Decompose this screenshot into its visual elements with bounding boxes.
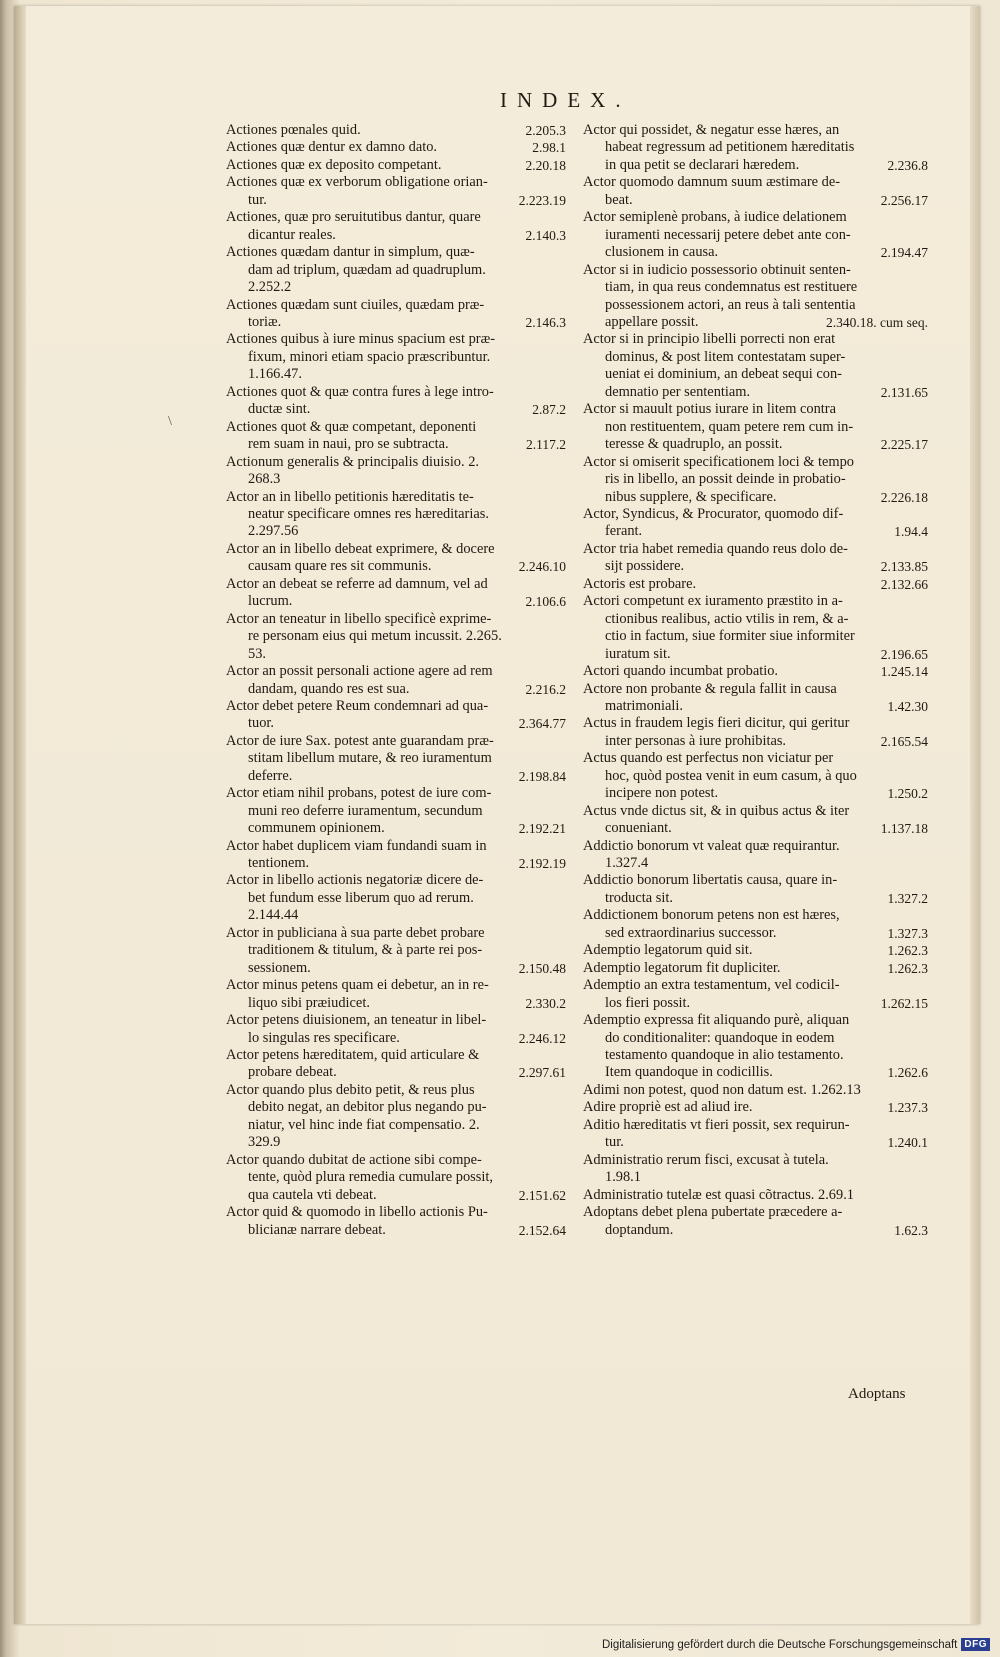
index-entry-reference: 1.262.3	[887, 960, 928, 976]
index-entry-line: Actor si mauult potius iurare in litem contra	[583, 401, 836, 418]
index-entry-text: beat.	[605, 191, 633, 208]
index-entry	[226, 1204, 566, 1239]
index-entry-line: Actionum generalis & principalis diuisio. 2.	[226, 453, 479, 470]
dfg-logo: DFG	[961, 1638, 990, 1651]
index-entry-line: Adoptans debet plena pubertate præcedere a-	[583, 1204, 843, 1221]
index-entry-text: Ademptio legatorum fit dupliciter.	[583, 959, 781, 976]
index-entry	[226, 454, 566, 489]
index-entry	[226, 576, 566, 611]
index-entry-line: debito negat, an debitor plus negando pu-	[248, 1099, 487, 1116]
index-entry-text: Actori quando incumbat probatio.	[583, 663, 779, 680]
index-entry-reference: 2.196.65	[880, 646, 928, 662]
index-entry-line: Actori competunt ex iuramento præstito in a-	[583, 593, 843, 610]
index-entry	[583, 576, 928, 593]
index-entry-line	[226, 820, 566, 837]
index-entry-text: nibus supplere, & specificare.	[605, 488, 777, 505]
index-entry-line	[583, 523, 928, 540]
index-entry-line	[226, 1030, 566, 1047]
index-entry-line: ctio in factum, siue formiter siue informiter	[605, 628, 855, 645]
index-entry-line	[226, 681, 566, 698]
index-entry-line: Administratio rerum fisci, excusat à tutela.	[583, 1151, 829, 1168]
index-entry-line: Actor petens hæreditatem, quid articulare &	[226, 1047, 480, 1064]
index-entry-text: appellare possit.	[605, 313, 699, 330]
index-entry	[226, 157, 566, 174]
index-entry-line	[226, 558, 566, 575]
index-entry-text: Ademptio legatorum quid sit.	[583, 942, 753, 959]
index-entry-line: Actor si in iudicio possessorio obtinuit senten-	[583, 261, 851, 278]
index-entry-text: iuratum sit.	[605, 645, 671, 662]
index-entry	[583, 1099, 928, 1116]
index-entry-line	[583, 489, 928, 506]
index-entry-line: Actiones quædam dantur in simplum, quæ-	[226, 244, 475, 261]
index-entry-line	[583, 576, 928, 593]
margin-mark: \	[168, 414, 172, 429]
index-entry-text: Actiones quæ ex deposito competant.	[226, 156, 442, 173]
index-entry	[226, 297, 566, 332]
index-entry-reference: 1.250.2	[887, 786, 928, 802]
index-entry	[226, 838, 566, 873]
index-entry-line: stitam libellum mutare, & reo iuramentum	[248, 750, 492, 767]
index-entry-reference: 1.327.2	[887, 890, 928, 906]
index-entry-reference: 2.87.2	[532, 402, 566, 418]
catchword: Adoptans	[848, 1386, 906, 1402]
index-entry-line	[583, 192, 928, 209]
index-entry-line: Actor an teneatur in libello specificè exprime-	[226, 610, 492, 627]
index-entry-line	[583, 960, 928, 977]
index-entry-line: 1.327.4	[605, 855, 649, 872]
index-entry-line	[226, 401, 566, 418]
running-head: INDEX.	[500, 88, 631, 112]
index-entry-line: hoc, quòd postea venit in eum casum, à quo	[605, 767, 857, 784]
index-entry	[226, 925, 566, 977]
index-entry	[226, 174, 566, 209]
index-entry-line: Actor minus petens quam ei debetur, an in re-	[226, 977, 489, 994]
index-entry-line: dominus, & post litem contestatam super-	[605, 348, 846, 365]
index-entry-line: Actor quid & quomodo in libello actionis Pu-	[226, 1204, 488, 1221]
index-column-left	[226, 122, 566, 1239]
index-entry-reference: 1.137.18	[880, 821, 928, 837]
index-entry-reference: 2.236.8	[887, 157, 928, 173]
index-entry-reference: 2.330.2	[525, 995, 566, 1011]
index-entry-text: sed extraordinarius successor.	[605, 924, 777, 941]
index-entry-line: neatur specificare omnes res hæreditarias.	[248, 505, 489, 522]
index-entry-text: causam quare res sit communis.	[248, 558, 432, 575]
index-entry	[583, 1082, 928, 1099]
index-entry	[583, 977, 928, 1012]
index-entry-line: Actor quomodo damnum suum æstimare de-	[583, 174, 840, 191]
index-entry	[226, 122, 566, 139]
index-entry-line	[226, 192, 566, 209]
index-entry	[583, 803, 928, 838]
index-entry-line	[226, 436, 566, 453]
index-entry-text: Actiones pœnales quid.	[226, 122, 361, 138]
index-entry	[226, 872, 566, 924]
index-entry-reference: 2.340.18. cum seq.	[826, 314, 928, 330]
index-entry-reference: 1.42.30	[887, 698, 928, 714]
index-entry-reference: 1.240.1	[887, 1135, 928, 1151]
index-entry-line: Actor qui possidet, & negatur esse hæres, an	[583, 122, 840, 138]
index-entry-line	[583, 995, 928, 1012]
index-entry-text: toriæ.	[248, 313, 282, 330]
index-entry-text: conueniant.	[605, 820, 672, 837]
index-entry-line	[583, 436, 928, 453]
index-entry-line: tiam, in qua reus condemnatus est restituere	[605, 279, 858, 296]
index-entry-reference: 2.132.66	[880, 576, 928, 592]
index-entry-line: Actus vnde dictus sit, & in quibus actus & iter	[583, 802, 850, 819]
index-entry-line: fixum, minori etiam spacio præscribuntur.	[248, 348, 491, 365]
index-entry-reference: 2.150.48	[518, 960, 566, 976]
index-entry-text: in qua petit se declarari hæredem.	[605, 156, 800, 173]
index-entry-line: Actor semiplenè probans, à iudice delationem	[583, 209, 847, 226]
index-entry-line	[583, 314, 928, 331]
index-entry	[583, 872, 928, 907]
index-entry-reference: 1.245.14	[880, 664, 928, 680]
index-entry	[226, 209, 566, 244]
index-entry-line	[583, 820, 928, 837]
index-entry-line: Actor quando dubitat de actione sibi compe-	[226, 1151, 482, 1168]
index-entry-text: ferant.	[605, 523, 643, 540]
index-entry-line	[226, 139, 566, 156]
index-entry-line: 53.	[248, 645, 266, 662]
index-entry-reference: 2.246.10	[518, 559, 566, 575]
index-entry-reference: 2.133.85	[880, 559, 928, 575]
index-entry-line	[583, 890, 928, 907]
index-entry	[583, 1204, 928, 1239]
index-entry	[226, 139, 566, 156]
index-entry-line: niatur, vel hinc inde fiat compensatio. 2.	[248, 1116, 480, 1133]
index-entry-line	[583, 698, 928, 715]
index-entry-text: dicantur reales.	[248, 226, 336, 243]
index-entry-line	[226, 593, 566, 610]
digitization-footer	[602, 1638, 990, 1651]
index-entry-reference: 2.152.64	[518, 1222, 566, 1238]
index-entry-line: dam ad triplum, quædam ad quadruplum.	[248, 261, 486, 278]
index-entry-line: bet fundum esse liberum quo ad rerum.	[248, 889, 474, 906]
index-entry-line: 2.252.2	[248, 279, 292, 296]
index-entry-line: Actor de iure Sax. potest ante guarandam præ-	[226, 732, 494, 749]
index-entry	[583, 122, 928, 174]
index-entry-text: tentionem.	[248, 855, 310, 872]
index-entry-line	[226, 855, 566, 872]
index-entry	[226, 541, 566, 576]
index-entry-line	[583, 157, 928, 174]
index-entry	[583, 331, 928, 401]
index-entry	[583, 1117, 928, 1152]
index-entry-text: clusionem in causa.	[605, 244, 719, 261]
index-entry-line: muni reo deferre iuramentum, secundum	[248, 802, 483, 819]
index-entry-line	[583, 1134, 928, 1151]
index-entry	[226, 419, 566, 454]
index-entry-line	[226, 227, 566, 244]
index-entry-line: 1.166.47.	[248, 366, 302, 383]
index-entry-line	[583, 384, 928, 401]
index-entry-reference: 1.94.4	[894, 524, 928, 540]
index-entry-text: doptandum.	[605, 1221, 674, 1238]
index-entry-line	[583, 942, 928, 959]
index-entry-reference: 2.205.3	[525, 123, 566, 138]
index-entry-line: 2.297.56	[248, 523, 299, 540]
index-entry-line: Actor in publiciana à sua parte debet probare	[226, 924, 485, 941]
index-entry	[583, 454, 928, 506]
index-entry-line: do conditionaliter: quandoque in eodem	[605, 1029, 835, 1046]
index-entry-reference: 2.364.77	[518, 716, 566, 732]
index-entry	[226, 698, 566, 733]
index-entry	[226, 785, 566, 837]
index-entry-reference: 2.192.19	[518, 856, 566, 872]
index-entry-line	[583, 663, 928, 680]
index-entry-text: inter personas à iure prohibitas.	[605, 732, 787, 749]
index-entry	[226, 331, 566, 383]
index-entry-line: Actor petens diuisionem, an teneatur in libel-	[226, 1012, 487, 1029]
index-entry-text: tuor.	[248, 715, 274, 732]
index-entry	[226, 489, 566, 541]
index-entry-text: demnatio per sententiam.	[605, 383, 751, 400]
index-column-right	[583, 122, 928, 1239]
index-entry-reference: 2.297.61	[518, 1065, 566, 1081]
index-entry-line: Actiones quæ ex verborum obligatione orian-	[226, 174, 488, 191]
index-entry	[583, 174, 928, 209]
index-entry-text: Adire propriè est ad aliud ire.	[583, 1099, 753, 1116]
index-entry-line: ctionibus realibus, actio vtilis in rem, & a-	[605, 610, 849, 627]
index-entry	[226, 1152, 566, 1204]
index-entry	[583, 750, 928, 802]
index-entry-reference: 2.226.18	[880, 489, 928, 505]
index-entry-reference: 2.146.3	[525, 314, 566, 330]
index-entry-text: Item quandoque in codicillis.	[605, 1064, 773, 1081]
index-entry-line: Actor an in libello petitionis hæreditatis te-	[226, 488, 474, 505]
index-entry	[583, 262, 928, 332]
index-entry-line	[583, 733, 928, 750]
index-entry-text: tur.	[605, 1134, 624, 1151]
index-entry-line: non restituentem, quam petere rem cum in-	[605, 418, 854, 435]
index-entry-line: Adimi non potest, quod non datum est. 1.262.13	[583, 1081, 861, 1098]
index-entry-line: Aditio hæreditatis vt fieri possit, sex requirun-	[583, 1116, 850, 1133]
index-entry-line	[226, 1222, 566, 1239]
index-entry-line	[583, 1064, 928, 1081]
index-entry-reference: 1.327.3	[887, 925, 928, 941]
index-entry-reference: 2.140.3	[525, 227, 566, 243]
index-entry-line	[226, 1187, 566, 1204]
index-entry	[226, 663, 566, 698]
index-entry-line: Actor debet petere Reum condemnari ad qua-	[226, 697, 489, 714]
index-entry-line: 2.144.44	[248, 907, 299, 924]
index-entry-line: Actiones quot & quæ contra fures à lege intro-	[226, 383, 494, 400]
index-entry-line: Actor quando plus debito petit, & reus plus	[226, 1081, 475, 1098]
index-entry-line: iuramenti necessarij petere debet ante con-	[605, 226, 851, 243]
index-entry	[583, 907, 928, 942]
index-entry-reference: 2.20.18	[525, 157, 566, 173]
index-entry-line	[583, 785, 928, 802]
index-entry-text: communem opinionem.	[248, 820, 385, 837]
index-entry-line	[583, 558, 928, 575]
index-entry-line	[226, 768, 566, 785]
index-entry-text: dandam, quando res est sua.	[248, 680, 410, 697]
index-entry	[226, 1047, 566, 1082]
index-entry-text: incipere non potest.	[605, 785, 719, 802]
index-entry-reference: 2.216.2	[525, 681, 566, 697]
index-entry-line: Actor habet duplicem viam fundandi suam in	[226, 837, 487, 854]
index-entry-line	[583, 646, 928, 663]
index-entry-reference: 2.165.54	[880, 733, 928, 749]
index-entry-reference: 2.225.17	[880, 437, 928, 453]
index-entry	[583, 401, 928, 453]
index-entry-line	[226, 960, 566, 977]
index-entry-line: Ademptio an extra testamentum, vel codicil-	[583, 977, 840, 994]
index-entry-text: teresse & quadruplo, an possit.	[605, 436, 783, 453]
index-entry-text: los fieri possit.	[605, 994, 691, 1011]
index-entry-reference: 1.262.6	[887, 1065, 928, 1081]
index-entry-line: habeat regressum ad petitionem hæreditatis	[605, 139, 855, 156]
index-entry-line: Actiones, quæ pro seruitutibus dantur, quare	[226, 209, 481, 226]
index-entry	[583, 1152, 928, 1187]
index-entry-reference: 2.98.1	[532, 140, 566, 156]
index-entry-line: 1.98.1	[605, 1169, 641, 1186]
index-entry-line	[226, 715, 566, 732]
index-entry-line: 268.3	[248, 471, 281, 488]
index-entry-line: Actus in fraudem legis fieri dicitur, qui geritur	[583, 715, 850, 732]
index-entry-line	[226, 314, 566, 331]
index-entry-line: 329.9	[248, 1134, 281, 1151]
index-entry-line	[226, 995, 566, 1012]
index-entry	[583, 838, 928, 873]
index-entry-reference: 2.256.17	[880, 192, 928, 208]
index-entry-text: matrimoniali.	[605, 697, 683, 714]
index-entry-text: ductæ sint.	[248, 401, 311, 418]
index-entry	[583, 942, 928, 959]
index-entry	[583, 960, 928, 977]
index-entry	[226, 733, 566, 785]
index-entry	[583, 663, 928, 680]
footer-credit: Digitalisierung gefördert durch die Deutsche Forschungsgemeinschaft	[601, 1638, 958, 1651]
index-entry-line: Actor an in libello debeat exprimere, & docere	[226, 540, 495, 557]
index-entry-line	[226, 122, 566, 139]
index-entry-line: Addictionem bonorum petens non est hæres,	[583, 907, 840, 924]
index-entry-line: Addictio bonorum libertatis causa, quare in-	[583, 872, 838, 889]
index-entry-line	[226, 1064, 566, 1081]
index-entry-reference: 2.246.12	[518, 1030, 566, 1046]
index-entry	[226, 977, 566, 1012]
index-entry-text: sijt possidere.	[605, 558, 685, 575]
index-entry	[583, 1012, 928, 1082]
index-entry-line: Actor etiam nihil probans, potest de iure com-	[226, 785, 492, 802]
index-entry	[226, 611, 566, 663]
index-entry-text: sessionem.	[248, 959, 311, 976]
index-entry-text: lucrum.	[248, 593, 293, 610]
index-entry-reference: 2.151.62	[518, 1187, 566, 1203]
index-entry	[226, 244, 566, 296]
index-entry	[583, 541, 928, 576]
index-entry-line	[226, 157, 566, 174]
index-entry-line: Actor an possit personali actione agere ad rem	[226, 663, 493, 680]
index-entry	[583, 715, 928, 750]
index-entry-reference: 2.106.6	[525, 594, 566, 610]
index-entry-text: Actiones quæ dentur ex damno dato.	[226, 139, 438, 156]
index-entry-line	[583, 244, 928, 261]
index-entry-line	[583, 1222, 928, 1239]
index-entry-reference: 2.192.21	[518, 821, 566, 837]
index-entry-line: Actor in libello actionis negatoriæ dicere de-	[226, 872, 484, 889]
index-entry-reference: 2.131.65	[880, 384, 928, 400]
index-entry-text: liquo sibi præiudicet.	[248, 994, 370, 1011]
index-entry-reference: 1.262.3	[887, 943, 928, 959]
index-entry-line: possessionem actori, an reus à tali sententia	[605, 296, 856, 313]
index-entry-line: tente, quòd plura remedia cumulare possit,	[248, 1169, 493, 1186]
index-entry-text: lo singulas res specificare.	[248, 1029, 400, 1046]
index-entry-reference: 1.237.3	[887, 1100, 928, 1116]
index-entry-line: Actore non probante & regula fallit in causa	[583, 680, 837, 697]
index-entry-text: rem suam in naui, pro se subtracta.	[248, 436, 449, 453]
index-entry-line: Actiones quædam sunt ciuiles, quædam præ-	[226, 296, 485, 313]
index-entry-line: Actor si omiserit specificationem loci & tempo	[583, 453, 854, 470]
index-entry-line: traditionem & titulum, & à parte rei pos-	[248, 942, 483, 959]
index-entry	[583, 209, 928, 261]
index-entry-line: Administratio tutelæ est quasi cõtractus. 2.69.1	[583, 1186, 854, 1203]
index-entry	[226, 1012, 566, 1047]
index-entry-line: Actor si in principio libelli porrecti non erat	[583, 331, 836, 348]
index-entry-line: Actor tria habet remedia quando reus dolo de-	[583, 540, 848, 557]
index-entry-line: Actiones quibus à iure minus spacium est præ-	[226, 331, 495, 348]
index-entry-line: re personam eius qui metum incussit. 2.265.	[248, 628, 502, 645]
index-entry	[583, 681, 928, 716]
page-gutter-edge	[14, 6, 26, 1624]
index-entry	[226, 384, 566, 419]
index-entry-line: ueniat ei dominium, an debeat sequi con-	[605, 366, 842, 383]
index-entry-reference: 1.262.15	[880, 995, 928, 1011]
index-entry	[583, 593, 928, 663]
page-fore-edge	[970, 6, 980, 1624]
index-entry-line: Actor, Syndicus, & Procurator, quomodo dif-	[583, 505, 844, 522]
index-entry-text: blicianæ narrare debeat.	[248, 1221, 386, 1238]
index-entry-text: probare debeat.	[248, 1064, 337, 1081]
index-entry-reference: 2.223.19	[518, 192, 566, 208]
index-entry-line	[583, 1099, 928, 1116]
index-entry-line: Actor an debeat se referre ad damnum, vel ad	[226, 575, 488, 592]
index-entry	[583, 1187, 928, 1204]
index-entry-line	[583, 925, 928, 942]
index-entry	[226, 1082, 566, 1152]
index-entry-line: Actiones quot & quæ competant, deponenti	[226, 418, 477, 435]
index-entry-line: Ademptio expressa fit aliquando purè, aliquan	[583, 1012, 850, 1029]
index-entry-text: tur.	[248, 191, 267, 208]
index-entry-line: testamento quandoque in alio testamento.	[605, 1047, 844, 1064]
index-entry-reference: 2.194.47	[880, 245, 928, 261]
index-entry	[583, 506, 928, 541]
index-entry-line: Actus quando est perfectus non viciatur per	[583, 750, 834, 767]
index-entry-text: deferre.	[248, 767, 293, 784]
index-entry-text: troducta sit.	[605, 889, 673, 906]
index-entry-line: ris in libello, an possit deinde in probatio-	[605, 471, 846, 488]
index-entry-text: qua cautela vti debeat.	[248, 1186, 377, 1203]
index-entry-reference: 2.198.84	[518, 768, 566, 784]
index-entry-line: Addictio bonorum vt valeat quæ requirantur.	[583, 837, 840, 854]
index-entry-reference: 1.62.3	[894, 1222, 928, 1238]
index-entry-text: Actoris est probare.	[583, 575, 697, 592]
index-entry-reference: 2.117.2	[526, 437, 566, 453]
